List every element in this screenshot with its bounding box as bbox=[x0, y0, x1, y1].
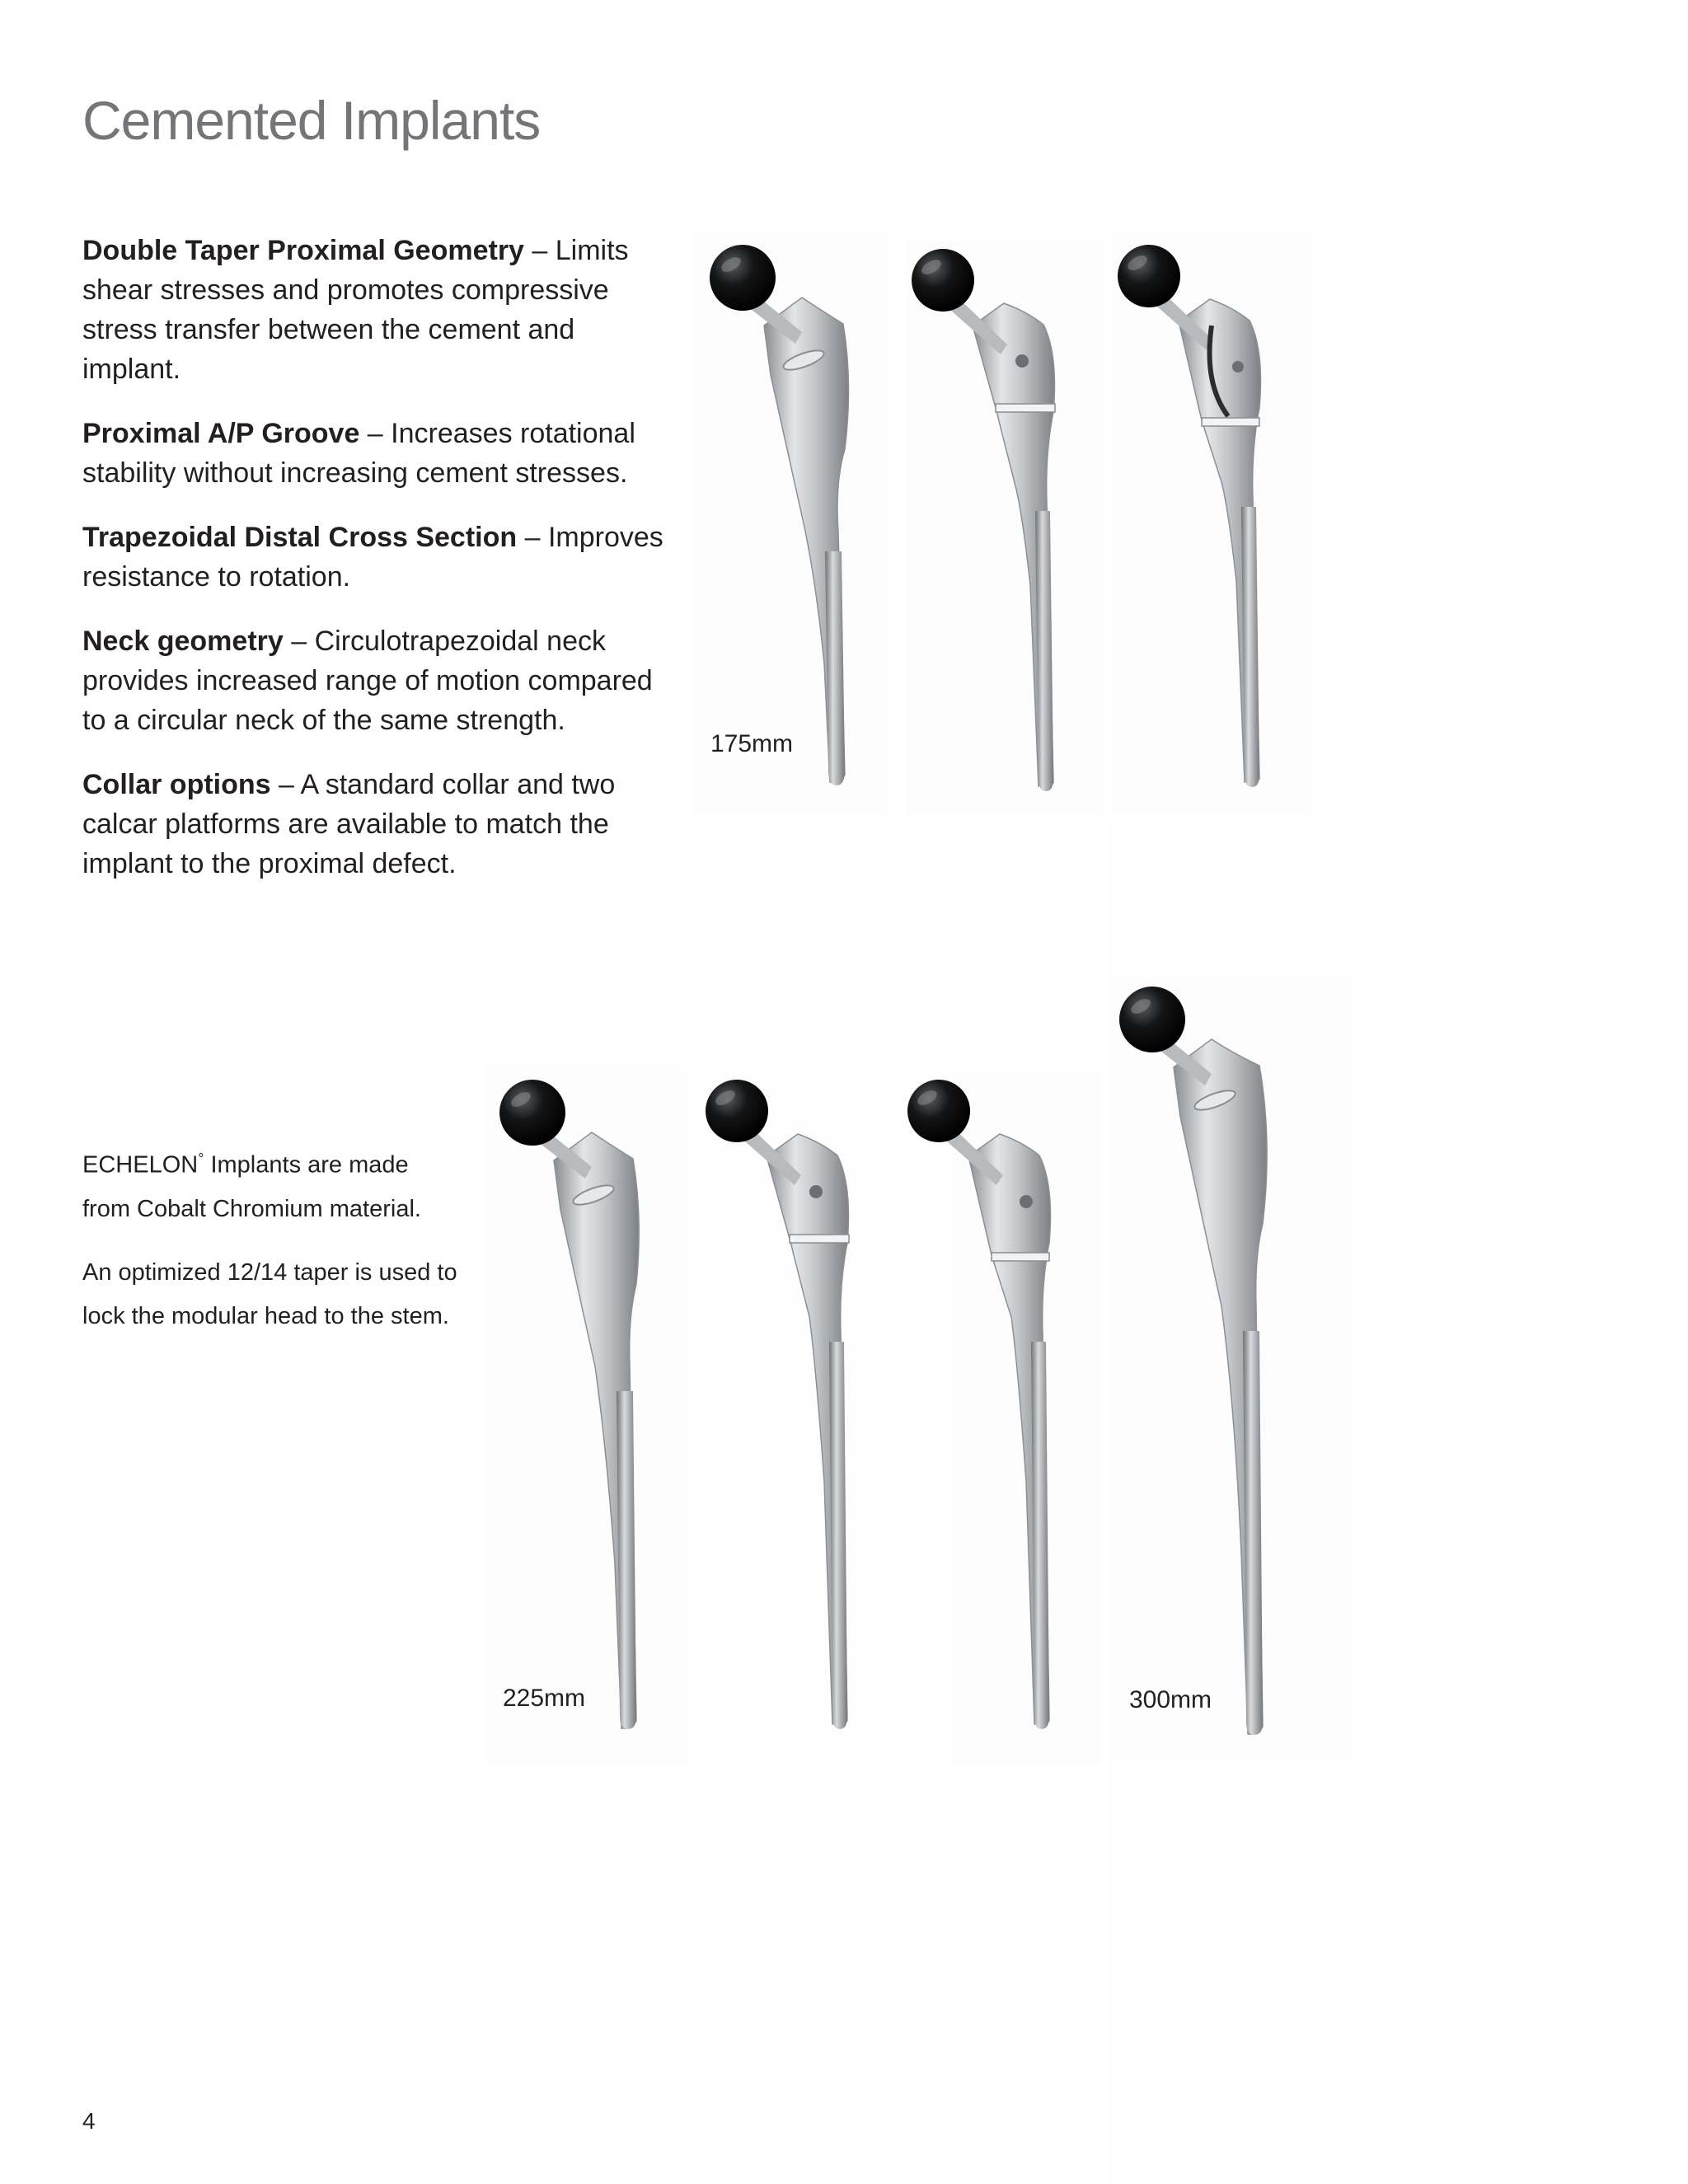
feature-term: Neck geometry bbox=[82, 626, 284, 657]
hip-stem-collar-icon bbox=[1114, 977, 1329, 1743]
feature-term: Proximal A/P Groove bbox=[82, 418, 360, 449]
hip-stem-calcar-icon bbox=[907, 239, 1088, 799]
material-notes bbox=[82, 1137, 462, 1358]
hip-stem-calcar-icon bbox=[701, 1070, 882, 1737]
length-label: 300mm bbox=[1129, 1686, 1212, 1713]
feature-description: – Circulotrapezoidal neck provides increased range of motion compared to a circular neck of the same strength. bbox=[82, 626, 653, 736]
feature-description: – Increases rotational stability without increasing cement stresses. bbox=[82, 418, 635, 489]
material-note bbox=[82, 1137, 462, 1231]
feature-description: – A standard collar and two calcar platforms are available to match the implant to the proximal defect. bbox=[82, 769, 616, 879]
hip-stem-calcar-icon bbox=[1113, 235, 1294, 795]
length-label: 175mm bbox=[710, 730, 794, 757]
registered-mark: ° bbox=[198, 1151, 204, 1167]
feature-ap-groove bbox=[82, 414, 676, 493]
feature-collar-options bbox=[82, 765, 676, 883]
brand-name: ECHELON bbox=[82, 1151, 199, 1179]
feature-term: Trapezoidal Distal Cross Section bbox=[82, 522, 518, 553]
hip-stem-collar-icon bbox=[495, 1070, 676, 1737]
hip-stem-calcar-icon bbox=[903, 1070, 1084, 1737]
taper-note: An optimized 12/14 taper is used to lock the modular head to the stem. bbox=[82, 1258, 457, 1329]
material-text: Implants are made from Cobalt Chromium material. bbox=[82, 1151, 421, 1222]
feature-description: – Limits shear stresses and promotes compressive stress transfer between the cement and implant. bbox=[82, 235, 629, 385]
length-label: 225mm bbox=[503, 1685, 586, 1712]
feature-neck-geometry bbox=[82, 621, 676, 740]
feature-double-taper bbox=[82, 231, 676, 389]
page-number: 4 bbox=[82, 2108, 96, 2134]
feature-description: – Improves resistance to rotation. bbox=[82, 522, 663, 593]
hip-stem-collar-icon bbox=[705, 235, 886, 795]
feature-term: Double Taper Proximal Geometry bbox=[82, 235, 524, 266]
feature-trapezoidal bbox=[82, 518, 676, 597]
feature-term: Collar options bbox=[82, 769, 271, 800]
feature-list bbox=[82, 231, 676, 908]
page-title: Cemented Implants bbox=[82, 90, 541, 151]
